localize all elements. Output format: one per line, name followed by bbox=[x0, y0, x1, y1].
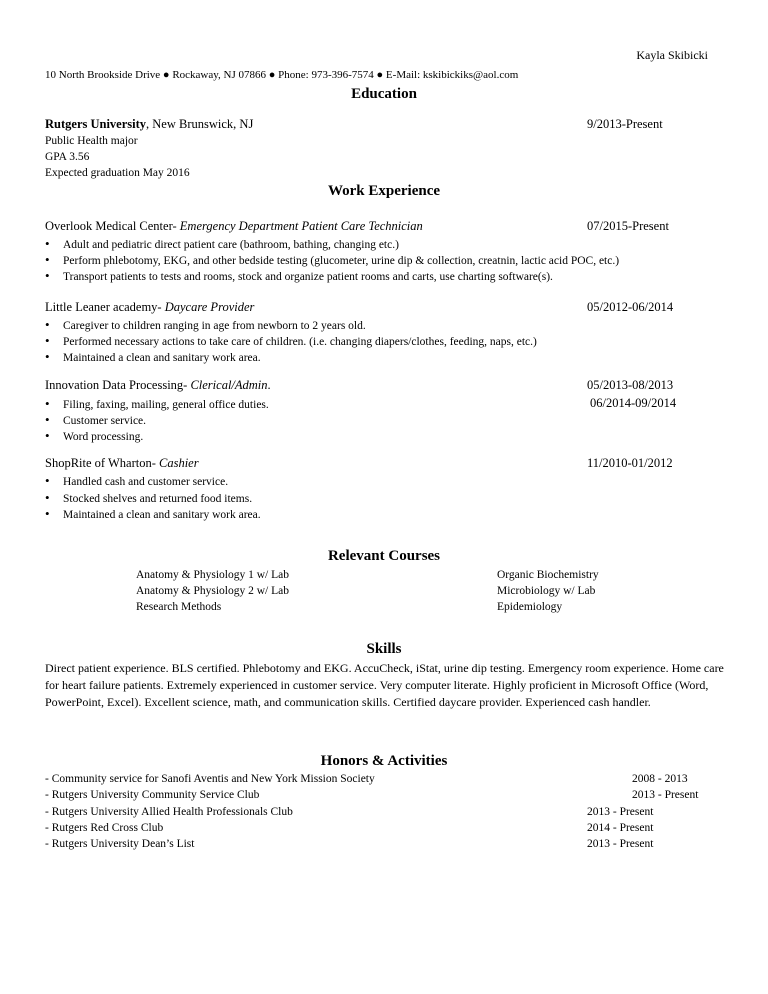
job-employer: Little Leaner academy- bbox=[45, 300, 162, 314]
job-dates: 05/2012-06/2014 bbox=[587, 300, 674, 314]
honor-dates: 2013 - Present bbox=[587, 838, 654, 850]
honor-item: - Rutgers University Allied Health Professionals Club bbox=[45, 806, 293, 818]
job-dates-secondary: 06/2014-09/2014 bbox=[590, 396, 677, 410]
school-location: , New Brunswick, NJ bbox=[146, 117, 254, 131]
honor-item: - Rutgers University Dean’s List bbox=[45, 838, 195, 850]
job-bullet: • Handled cash and customer service. bbox=[45, 473, 229, 488]
bullet-dot-icon: • bbox=[45, 333, 50, 348]
job-bullet: • Word processing. bbox=[45, 428, 144, 443]
education-heading: Education bbox=[351, 86, 417, 102]
bullet-dot-icon: • bbox=[45, 236, 50, 251]
honor-dates: 2013 - Present bbox=[632, 789, 699, 801]
job-title: Clerical/Admin bbox=[187, 378, 268, 392]
honor-dates: 2008 - 2013 bbox=[632, 773, 688, 785]
job-employer: ShopRite of Wharton- bbox=[45, 456, 156, 470]
bullet-dot-icon: • bbox=[45, 317, 50, 332]
job-bullet: • Transport patients to tests and rooms, stock and organize patient rooms and carts, use charting software(s). bbox=[45, 268, 553, 283]
education-line: Public Health major bbox=[45, 135, 138, 147]
bullet-dot-icon: • bbox=[45, 473, 50, 488]
job-title-line bbox=[45, 300, 254, 315]
job-bullet: • Performed necessary actions to take care of children. (i.e. changing diapers/clothes, feeding, naps, etc.) bbox=[45, 333, 537, 348]
courses-heading: Relevant Courses bbox=[327, 548, 441, 564]
job-employer: Overlook Medical Center- bbox=[45, 219, 177, 233]
bullet-dot-icon: • bbox=[45, 506, 50, 521]
course-item: Anatomy & Physiology 1 w/ Lab bbox=[136, 569, 290, 581]
job-bullet: • Perform phlebotomy, EKG, and other bedside testing (glucometer, urine dip & collection, creatnin, lactic acid POC, etc.) bbox=[45, 252, 620, 267]
job-bullet: • Filing, faxing, mailing, general office duties. bbox=[45, 396, 269, 411]
job-dates: 11/2010-01/2012 bbox=[587, 456, 673, 470]
honor-dates: 2014 - Present bbox=[587, 822, 654, 834]
honor-item: - Rutgers University Community Service Club bbox=[45, 789, 260, 801]
job-title-line bbox=[45, 219, 423, 234]
skills-text: Direct patient experience. BLS certified. Phlebotomy and EKG. AccuCheck, iStat, urine dip testing. Emergency room experience. Home care for heart failure patients. Extremely experienced in customer service. Very computer literate. Highly proficient in Microsoft Office (Word, PowerPoint, Excel). Excellent science, math, and communication skills. Certified daycare provider. Experienced cash handler. bbox=[45, 661, 724, 709]
job-title: Daycare Provider bbox=[161, 300, 255, 314]
work-heading: Work Experience bbox=[327, 183, 441, 199]
job-title-line bbox=[45, 456, 199, 471]
honors-heading: Honors & Activities bbox=[320, 753, 448, 769]
bullet-dot-icon: • bbox=[45, 490, 50, 505]
bullet-dot-icon: • bbox=[45, 412, 50, 427]
contact-line: 10 North Brookside Drive ● Rockaway, NJ 07866 ● Phone: 973-396-7574 ● E-Mail: kskibickiks@aol.com bbox=[45, 69, 519, 81]
job-bullet: • Maintained a clean and sanitary work area. bbox=[45, 506, 261, 521]
honor-item: - Community service for Sanofi Aventis and New York Mission Society bbox=[45, 773, 375, 785]
skills-heading: Skills bbox=[366, 641, 402, 657]
job-dates: 07/2015-Present bbox=[587, 219, 669, 233]
education-school-line bbox=[45, 117, 253, 132]
resume-name: Kayla Skibicki bbox=[636, 48, 708, 62]
job-title: Cashier bbox=[155, 456, 199, 470]
job-title: Emergency Department Patient Care Technician bbox=[176, 219, 423, 233]
education-line: Expected graduation May 2016 bbox=[45, 167, 190, 179]
course-item: Research Methods bbox=[136, 601, 222, 613]
course-item: Epidemiology bbox=[497, 601, 563, 613]
honor-dates: 2013 - Present bbox=[587, 806, 654, 818]
course-item: Anatomy & Physiology 2 w/ Lab bbox=[136, 585, 290, 597]
job-title-line bbox=[45, 378, 271, 393]
job-bullet: • Caregiver to children ranging in age from newborn to 2 years old. bbox=[45, 317, 366, 332]
bullet-dot-icon: • bbox=[45, 252, 50, 267]
job-title-suffix: . bbox=[267, 378, 271, 392]
bullet-dot-icon: • bbox=[45, 428, 50, 443]
honor-item: - Rutgers Red Cross Club bbox=[45, 822, 164, 834]
education-dates: 9/2013-Present bbox=[587, 117, 663, 131]
course-item: Organic Biochemistry bbox=[497, 569, 599, 581]
education-line: GPA 3.56 bbox=[45, 151, 90, 163]
course-item: Microbiology w/ Lab bbox=[497, 585, 596, 597]
school-name: Rutgers University bbox=[45, 117, 147, 131]
job-employer: Innovation Data Processing- bbox=[45, 378, 188, 392]
job-bullet: • Stocked shelves and returned food items. bbox=[45, 490, 253, 505]
bullet-dot-icon: • bbox=[45, 268, 50, 283]
job-bullet: • Customer service. bbox=[45, 412, 147, 427]
bullet-dot-icon: • bbox=[45, 396, 50, 411]
job-dates: 05/2013-08/2013 bbox=[587, 378, 674, 392]
job-bullet: • Adult and pediatric direct patient care (bathroom, bathing, changing etc.) bbox=[45, 236, 399, 251]
bullet-dot-icon: • bbox=[45, 349, 50, 364]
job-bullet: • Maintained a clean and sanitary work area. bbox=[45, 349, 261, 364]
